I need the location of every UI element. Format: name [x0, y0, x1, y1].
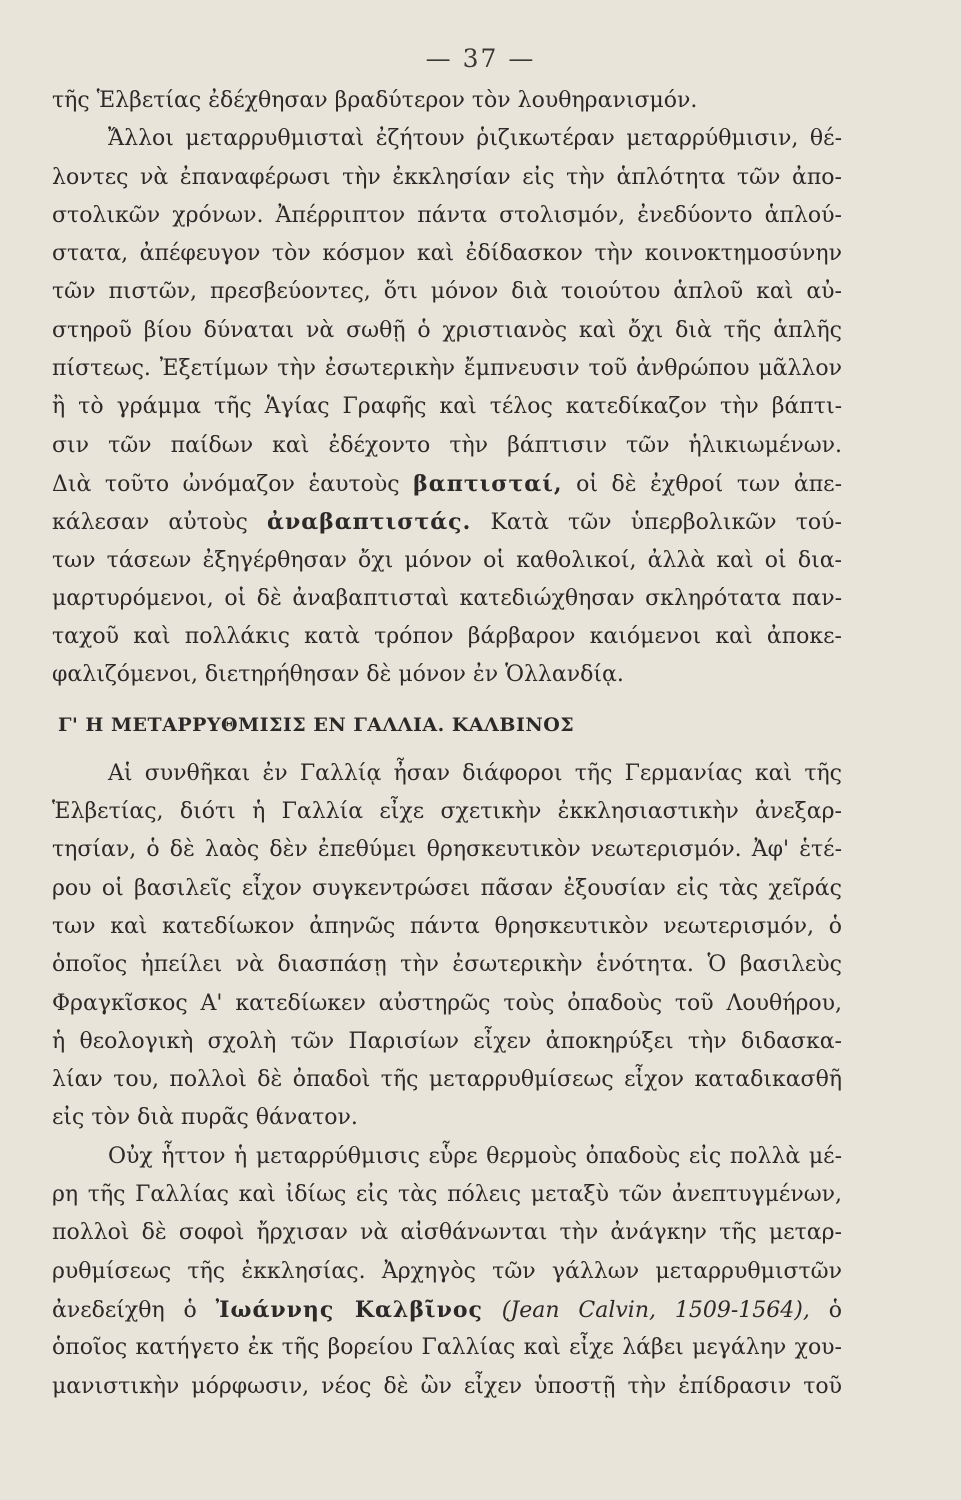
- text-line: Ἄλλοι μεταρρυθμισταὶ ἐζήτουν ῥιζικωτέραν μεταρρύθμισιν, θέ-: [108, 126, 842, 152]
- text-line: μανιστικὴν μόρφωσιν, νέος δὲ ὢν εἶχεν ὑποστῇ τὴν ἐπίδρασιν τοῦ: [52, 1373, 842, 1399]
- text-line: στατα, ἀπέφευγον τὸν κόσμον καὶ ἐδίδασκον τὴν κοινοκτημοσύνην: [52, 241, 842, 267]
- page-number: — 37 —: [425, 44, 536, 73]
- text-line: ἡ θεολογικὴ σχολὴ τῶν Παρισίων εἶχεν ἀποκηρύξει τὴν διδασκα-: [52, 1028, 842, 1054]
- text-line: λοντες νὰ ἐπαναφέρωσι τὴν ἐκκλησίαν εἰς τὴν ἁπλότητα τῶν ἀπο-: [52, 164, 842, 190]
- text-line: ρη τῆς Γαλλίας καὶ ἰδίως εἰς τὰς πόλεις μεταξὺ τῶν ἀνεπτυγμένων,: [52, 1182, 842, 1208]
- text-line: ρου οἱ βασιλεῖς εἶχον συγκεντρώσει πᾶσαν ἐξουσίαν εἰς τὰς χεῖράς: [52, 875, 842, 901]
- text-line: πολλοὶ δὲ σοφοὶ ἤρχισαν νὰ αἰσθάνωνται τὴν ἀνάγκην τῆς μεταρ-: [52, 1220, 842, 1246]
- text-line: στηροῦ βίου δύναται νὰ σωθῇ ὁ χριστιανὸς καὶ ὄχι διὰ τῆς ἁπλῆς: [52, 317, 842, 343]
- text-line: ὁποῖος ἠπείλει νὰ διασπάσῃ τὴν ἐσωτερικὴν ἑνότητα. Ὁ βασιλεὺς: [52, 952, 842, 978]
- emphasized-name: Ἰωάννης Καλβῖνος: [215, 1296, 483, 1323]
- paragraph-block: [52, 542, 842, 695]
- body-text: [52, 82, 842, 1406]
- italic-parenthetical: (Jean Calvin, 1509-1564),: [482, 1297, 810, 1323]
- text-line: των τάσεων ἐξηγέρθησαν ὄχι μόνον οἱ καθολικοί, ἀλλὰ καὶ οἱ δια-: [52, 547, 842, 573]
- text-line: μαρτυρόμενοι, οἱ δὲ ἀναβαπτισταὶ κατεδιώχθησαν σκληρότατα παν-: [52, 585, 842, 611]
- text-line: των καὶ κατεδίωκον ἀπηνῶς πάντα θρησκευτικὸν νεωτερισμόν, ὁ: [52, 913, 842, 939]
- text-line: εἰς τὸν διὰ πυρᾶς θάνατον.: [52, 1105, 358, 1131]
- text-line: Ἑλβετίας, διότι ἡ Γαλλία εἶχε σχετικὴν ἐκκλησιαστικὴν ἀνεξαρ-: [52, 799, 842, 825]
- text-line: ρυθμίσεως τῆς ἐκκλησίας. Ἀρχηγὸς τῶν γάλλων μεταρρυθμιστῶν: [52, 1258, 842, 1284]
- text-line: τῆς Ἑλβετίας ἐδέχθησαν βραδύτερον τὸν λουθηρανισμόν.: [52, 88, 698, 113]
- emphasized-term: βαπτισταί,: [413, 470, 563, 497]
- text-line: Διὰ τοῦτο ὠνόμαζον ἑαυτοὺς βαπτισταί, οἱ δὲ ἐχθροί των ἀπε-: [52, 470, 842, 497]
- text-line: τησίαν, ὁ δὲ λαὸς δὲν ἐπεθύμει θρησκευτικὸν νεωτερισμόν. Ἀφ' ἑτέ-: [52, 837, 842, 863]
- text-line: ἀνεδείχθη ὁ Ἰωάννης Καλβῖνος (Jean Calvin, 1509-1564), ὁ: [52, 1296, 842, 1323]
- text-line: Οὐχ ἧττον ἡ μεταρρύθμισις εὗρε θερμοὺς ὀπαδοὺς εἰς πολλὰ μέ-: [108, 1143, 842, 1169]
- paragraph-block: [52, 755, 842, 1291]
- text-line: ἢ τὸ γράμμα τῆς Ἁγίας Γραφῆς καὶ τέλος κατεδίκαζον τὴν βάπτι-: [52, 394, 842, 420]
- section-heading: Γ' Η ΜΕΤΑΡΡΥΘΜΙΣΙΣ ΕΝ ΓΑΛΛΙΑ. ΚΑΛΒΙΝΟΣ: [58, 713, 575, 736]
- paragraph-block: [52, 82, 842, 465]
- text-line: ὁποῖος κατήγετο ἐκ τῆς βορείου Γαλλίας καὶ εἶχε λάβει μεγάλην χου-: [52, 1335, 842, 1361]
- text-line: λίαν του, πολλοὶ δὲ ὀπαδοὶ τῆς μεταρρυθμίσεως εἶχον καταδικασθῆ: [52, 1067, 842, 1093]
- text-line: στολικῶν χρόνων. Ἀπέρριπτον πάντα στολισμόν, ἐνεδύοντο ἁπλού-: [52, 202, 842, 228]
- text-line: ταχοῦ καὶ πολλάκις κατὰ τρόπον βάρβαρον καιόμενοι καὶ ἀποκε-: [52, 624, 842, 650]
- emphasized-term: ἀναβαπτιστάς.: [267, 509, 472, 536]
- text-line: Αἱ συνθῆκαι ἐν Γαλλίᾳ ἦσαν διάφοροι τῆς Γερμανίας καὶ τῆς: [108, 760, 842, 786]
- text-line: κάλεσαν αὐτοὺς ἀναβαπτιστάς. Κατὰ τῶν ὑπερβολικῶν τού-: [52, 509, 842, 536]
- paragraph-block: [52, 1329, 842, 1406]
- text-line: φαλιζόμενοι, διετηρήθησαν δὲ μόνον ἐν Ὁλλανδίᾳ.: [52, 662, 624, 688]
- text-line: τῶν πιστῶν, πρεσβεύοντες, ὅτι μόνον διὰ τοιούτου ἁπλοῦ καὶ αὐ-: [52, 279, 842, 305]
- text-line: Φραγκῖσκος Α' κατεδίωκεν αὐστηρῶς τοὺς ὀπαδοὺς τοῦ Λουθήρου,: [52, 990, 842, 1016]
- text-line: σιν τῶν παίδων καὶ ἐδέχοντο τὴν βάπτισιν τῶν ἡλικιωμένων.: [52, 432, 842, 458]
- text-line: πίστεως. Ἐξετίμων τὴν ἐσωτερικὴν ἔμπνευσιν τοῦ ἀνθρώπου μᾶλλον: [52, 356, 842, 382]
